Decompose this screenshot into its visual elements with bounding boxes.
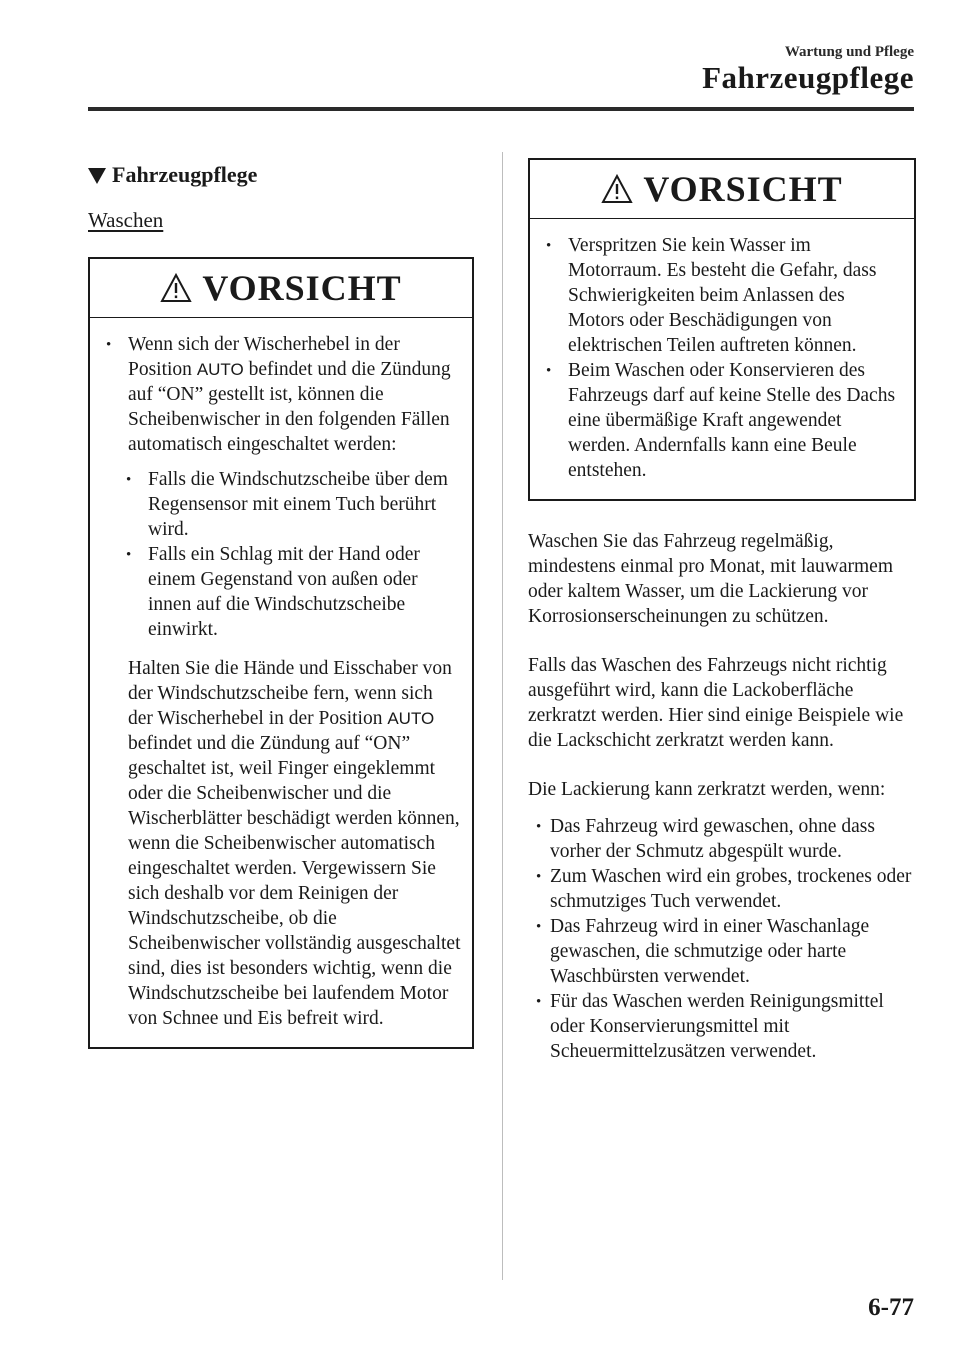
- body-paragraph: Waschen Sie das Fahrzeug regelmäßig, mindestens einmal pro Monat, mit lauwarmem oder kaltem Wasser, um die Lackierung vor Korrosionserscheinungen zu schützen.: [528, 531, 894, 627]
- caution-header: [90, 259, 472, 318]
- auto-position-label: AUTO: [196, 360, 244, 379]
- warning-triangle-icon: [601, 174, 633, 204]
- sub-bullet-list: [126, 467, 462, 642]
- subsection-title: Waschen: [88, 208, 164, 232]
- bullet-text: befindet und die Zündung auf “ON” gestellt ist, können die Scheibenwischer in den folgenden Fällen automatisch eingeschaltet werden:: [128, 359, 451, 455]
- bullet-text: Wenn sich der Wischerhebel in der Position: [128, 334, 400, 380]
- header-rule: [88, 107, 914, 111]
- body-paragraph: Falls das Waschen des Fahrzeugs nicht richtig ausgeführt wird, kann die Lackoberfläche zerkratzt werden. Hier sind einige Beispiele wie die Lackschicht zerkratzt werden kann.: [528, 655, 904, 751]
- caution-title: VORSICHT: [643, 169, 843, 209]
- section-title-text: Fahrzeugpflege: [112, 162, 258, 187]
- caution-bullet: [546, 358, 904, 483]
- bullet-dot: •: [126, 472, 132, 488]
- bullet-dot: •: [536, 869, 542, 885]
- paragraph-text: befindet und die Zündung auf “ON” geschaltet ist, weil Finger eingeklemmt oder die Scheibenwischer und die Wischerblätter beschädigt werden können, wenn die Scheibenwischer automatisch eingeschaltet werden. Vergewissern Sie sich deshalb vor dem Reinigen der Windschutzscheibe, ob die Scheibenwischer vollständig ausgeschaltet sind, dies ist besonders wichtig, wenn die Windschutzscheibe bei laufendem Motor von Schnee und Eis befreit wird.: [128, 733, 461, 1029]
- caution-bullet: [106, 332, 462, 457]
- list-item-text: Das Fahrzeug wird gewaschen, ohne dass vorher der Schmutz abgespült wurde.: [550, 816, 875, 862]
- sub-bullet: [126, 542, 462, 642]
- scratch-cause-list: [536, 814, 916, 1064]
- bullet-dot: •: [546, 238, 552, 254]
- bullet-dot: •: [536, 994, 542, 1010]
- bullet-dot: •: [546, 363, 552, 379]
- list-item-text: Zum Waschen wird ein grobes, trockenes oder schmutziges Tuch verwendet.: [550, 866, 912, 912]
- list-item-text: Das Fahrzeug wird in einer Waschanlage gewaschen, die schmutzige oder harte Waschbürsten verwendet.: [550, 916, 870, 987]
- chapter-label: Wartung und Pflege: [784, 44, 914, 60]
- caution-body: [530, 219, 914, 499]
- bullet-text: Beim Waschen oder Konservieren des Fahrzeugs darf auf keine Stelle des Dachs eine übermäßige Kraft angewendet werden. Andernfalls kann eine Beule entstehen.: [568, 360, 896, 481]
- list-item: [536, 989, 916, 1064]
- right-column: [528, 150, 916, 1064]
- triangle-marker-icon: [88, 168, 106, 184]
- caution-title: VORSICHT: [202, 268, 402, 308]
- bullet-dot: •: [536, 819, 542, 835]
- list-item: [536, 914, 916, 989]
- column-divider: [502, 152, 503, 1280]
- caution-bullet: [546, 233, 904, 358]
- caution-header: [530, 160, 914, 219]
- body-paragraph: Die Lackierung kann zerkratzt werden, wenn:: [528, 779, 886, 800]
- caution-body: [90, 318, 472, 1047]
- bullet-dot: •: [536, 919, 542, 935]
- list-item: [536, 864, 916, 914]
- sub-bullet-text: Falls die Windschutzscheibe über dem Regensensor mit einem Tuch berührt wird.: [148, 469, 448, 540]
- section-title: [88, 162, 474, 188]
- warning-triangle-icon: [160, 273, 192, 303]
- sub-bullet: [126, 467, 462, 542]
- bullet-dot: •: [106, 337, 112, 353]
- list-item-text: Für das Waschen werden Reinigungsmittel oder Konservierungsmittel mit Scheuermittelzusätzen verwendet.: [550, 991, 884, 1062]
- section-heading: Fahrzeugpflege: [702, 60, 914, 95]
- page-number: 6-77: [868, 1294, 914, 1321]
- bullet-dot: •: [126, 547, 132, 563]
- auto-position-label: AUTO: [387, 709, 435, 728]
- caution-box-left: [88, 257, 474, 1049]
- left-column: [88, 150, 474, 1049]
- sub-bullet-text: Falls ein Schlag mit der Hand oder einem Gegenstand von außen oder innen auf die Windschutzscheibe einwirkt.: [148, 544, 420, 640]
- bullet-text: Verspritzen Sie kein Wasser im Motorraum. Es besteht die Gefahr, dass Schwierigkeiten beim Anlassen des Motors oder Beschädigungen von elektrischen Teilen auftreten können.: [568, 235, 877, 356]
- caution-paragraph: [128, 656, 462, 1031]
- paragraph-text: Halten Sie die Hände und Eisschaber von der Windschutzscheibe fern, wenn sich der Wischerhebel in der Position: [128, 658, 452, 729]
- caution-box-right: [528, 158, 916, 501]
- list-item: [536, 814, 916, 864]
